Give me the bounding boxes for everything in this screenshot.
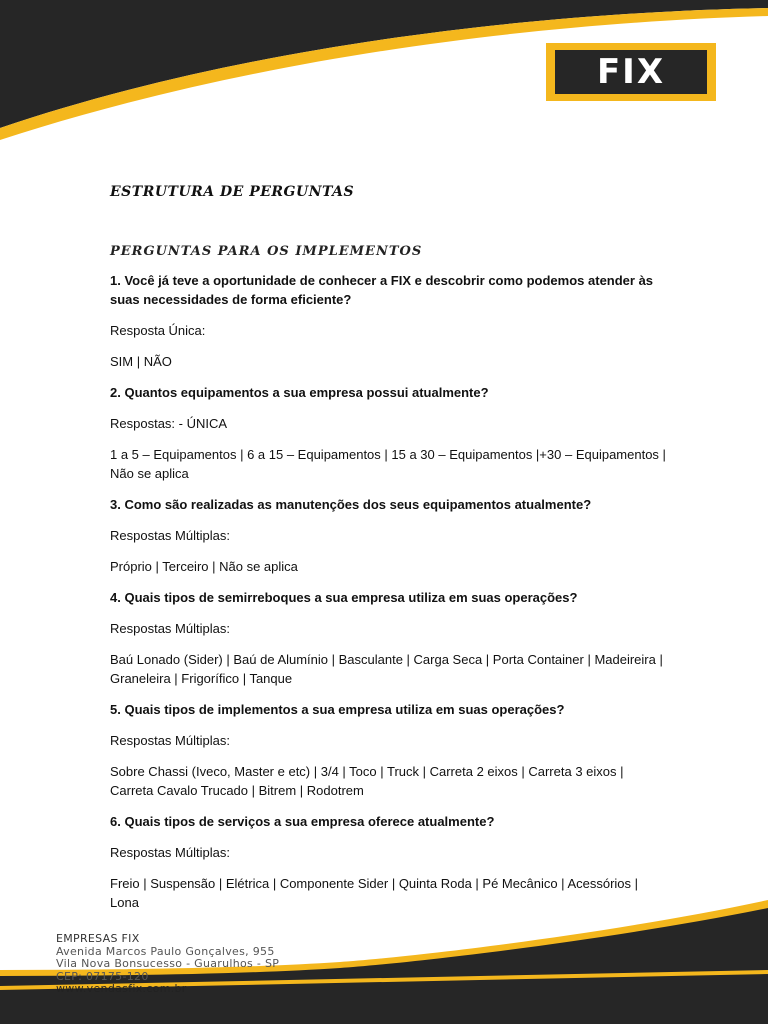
fix-logo-plate	[555, 50, 707, 94]
answer-type-label: Respostas Múltiplas:	[110, 733, 230, 748]
fix-logo-text: FIX	[596, 52, 666, 92]
answer-options: Freio | Suspensão | Elétrica | Componente Sider | Quinta Roda | Pé Mecânico | Acessórios | Lona	[110, 876, 639, 910]
question-block-2	[110, 383, 670, 483]
answer-options: Próprio | Terceiro | Não se aplica	[110, 559, 298, 574]
question-text: 3. Como são realizadas as manutenções dos seus equipamentos atualmente?	[110, 497, 592, 512]
question-text: 4. Quais tipos de semirreboques a sua empresa utiliza em suas operações?	[110, 590, 578, 605]
answer-type-label: Respostas Múltiplas:	[110, 528, 230, 543]
question-text: 6. Quais tipos de serviços a sua empresa oferece atualmente?	[110, 814, 495, 829]
answer-type-label: Respostas: - ÚNICA	[110, 416, 228, 431]
document-title: ESTRUTURA DE PERGUNTAS	[110, 184, 355, 200]
answer-options: SIM | NÃO	[110, 354, 172, 369]
section-title: PERGUNTAS PARA OS IMPLEMENTOS	[110, 244, 423, 259]
question-block-6	[110, 812, 670, 912]
footer-website-link[interactable]: www.vendasfix.com.br	[56, 982, 187, 995]
footer-address-line-2: Vila Nova Bonsucesso - Guarulhos - SP	[56, 957, 280, 970]
footer-company: EMPRESAS FIX	[56, 932, 140, 945]
answer-options: Sobre Chassi (Iveco, Master e etc) | 3/4 | Toco | Truck | Carreta 2 eixos | Carreta 3 eixos | Carreta Cavalo Trucado | Bitrem | Rodotrem	[110, 764, 624, 798]
document-body	[110, 184, 670, 924]
question-text: 5. Quais tipos de implementos a sua empresa utiliza em suas operações?	[110, 702, 565, 717]
question-text: 2. Quantos equipamentos a sua empresa possui atualmente?	[110, 385, 489, 400]
question-block-3	[110, 495, 670, 576]
question-block-5	[110, 700, 670, 800]
answer-type-label: Respostas Múltiplas:	[110, 621, 230, 636]
answer-type-label: Resposta Única:	[110, 323, 206, 338]
footer-cep: CEP: 07175-120	[56, 969, 149, 983]
answer-options: Baú Lonado (Sider) | Baú de Alumínio | Basculante | Carga Seca | Porta Container | Madeireira | Graneleira | Frigorífico | Tanque	[110, 652, 663, 686]
fix-logo	[546, 43, 716, 101]
footer-address-line-1: Avenida Marcos Paulo Gonçalves, 955	[56, 944, 275, 958]
answer-options: 1 a 5 – Equipamentos | 6 a 15 – Equipamentos | 15 a 30 – Equipamentos |+30 – Equipamentos | Não se aplica	[110, 447, 666, 481]
question-block-1	[110, 271, 670, 371]
footer-address	[56, 933, 279, 996]
answer-type-label: Respostas Múltiplas:	[110, 845, 230, 860]
question-text: 1. Você já teve a oportunidade de conhecer a FIX e descobrir como podemos atender às suas necessidades de forma eficiente?	[110, 273, 654, 307]
question-block-4	[110, 588, 670, 688]
